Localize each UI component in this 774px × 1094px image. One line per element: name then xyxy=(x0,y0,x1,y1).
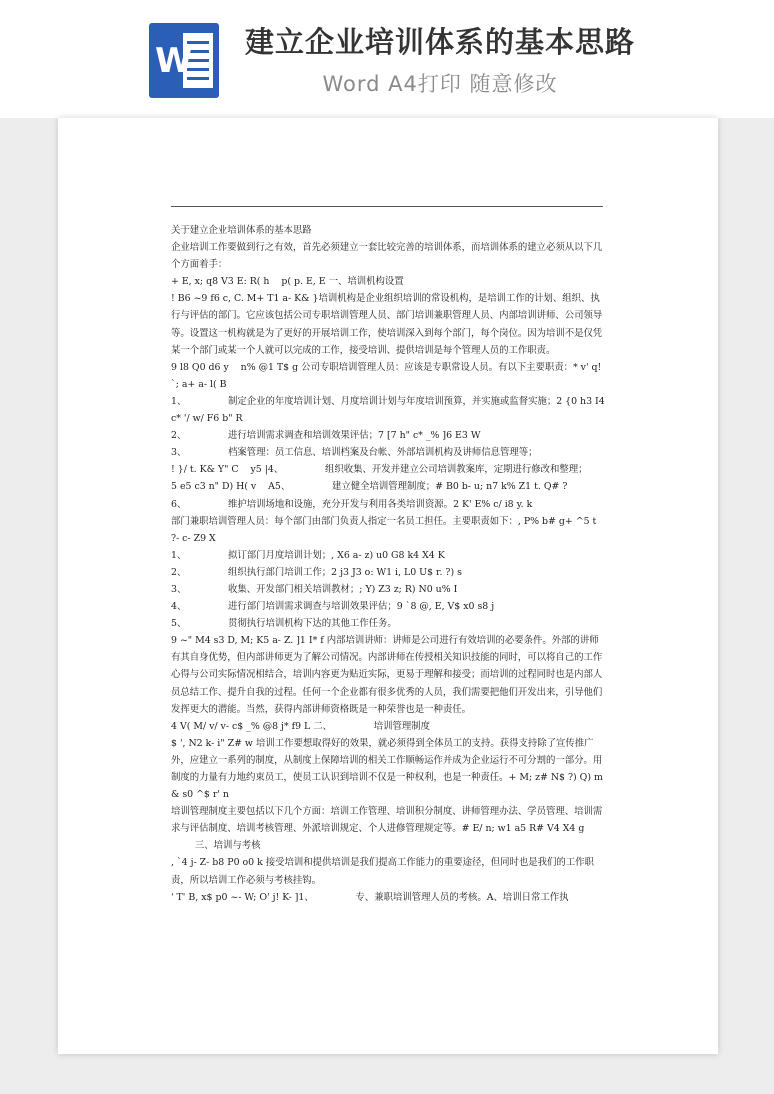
paragraph: 9 ~" M4 s3 D, M; K5 a- Z. ]1 I* f 内部培训讲师：讲师是公司进行有效培训的必要条件。外部的讲师有其自身优势，但内部讲师更为了解公司情况。内部讲师在传授相关知识技能的同时，可以将自己的工作心得与公司实际情况相结合，培训内容更为贴近实际，更易于理解和接受；而培训的过程同时也是内部人员总结工作、提升自我的过程。任何一个企业都有很多优秀的人员，我们需要把他们开发出来，引导他们发挥更大的潜能。当然，获得内部讲师资格既是一种荣誉也是一种责任。 xyxy=(171,635,603,715)
word-icon-letter: W xyxy=(155,41,193,81)
list-item: 5、 贯彻执行培训机构下达的其他工作任务。 xyxy=(171,618,397,630)
page-subtitle: Word A4打印 随意修改 xyxy=(322,72,558,96)
list-item: 2、 组织执行部门培训工作；2 j3 J3 o: W1 i, L0 U$ r. ?) s xyxy=(171,566,462,578)
list-item: 5 e5 c3 n" D) H( v A5、 建立健全培训管理制度；# B0 b- u; n7 k% Z1 t. Q# ? xyxy=(171,481,568,493)
paragraph: 培训管理制度主要包括以下几个方面：培训工作管理、培训积分制度、讲师管理办法、学员管理、培训需求与评估制度、培训考核管理、外派培训规定、个人进修管理规定等。# E/ n; w1 a5 R# V4 X4 g xyxy=(171,806,603,835)
list-item: 1、 拟订部门月度培训计划；, X6 a- z) u0 G8 k4 X4 K xyxy=(171,549,445,561)
section-heading: 三、培训与考核 xyxy=(171,840,261,852)
header-banner xyxy=(0,0,774,118)
paragraph: ! B6 ~9 f6 c, C. M+ T1 a- K& }培训机构是企业组织培训的常设机构，是培训工作的计划、组织、执行与评估的部门。它应该包括公司专职培训管理人员、部门培训兼职管理人员、内部培训讲师、公司领导等。设置这一机构就是为了更好的开展培训工作，使培训深入到每个部门，每个岗位。因为培训不是仅凭某一个部门或某一个人就可以完成的工作，接受培训、提供培训是每个管理人员的工作职责。 xyxy=(171,293,603,356)
paragraph: 9 l8 Q0 d6 y n% @1 T$ g 公司专职培训管理人员：应该是专职常设人员。有以下主要职责：* v' q! `; a+ a- l( B xyxy=(171,361,605,390)
paragraph: ' T' B, x$ p0 ~- W; O' j! K- ]1、 专、兼职培训管理人员的考核。A、培训日常工作执 xyxy=(171,891,569,903)
list-item: 3、 档案管理：员工信息、培训档案及台帐、外部培训机构及讲师信息管理等； xyxy=(171,447,538,459)
document-body xyxy=(171,222,607,906)
list-item: 2、 进行培训需求调查和培训效果评估；7 [7 h" c* _% ]6 E3 W xyxy=(171,430,481,442)
document-page xyxy=(58,118,718,1054)
list-item: 4、 进行部门培训需求调查与培训效果评估；9 `8 @, E, V$ x0 s8 j xyxy=(171,601,495,613)
section-heading: + E, x; q8 V3 E: R( h p( p. E, E 一、培训机构设置 xyxy=(171,276,404,288)
list-item: 3、 收集、开发部门相关培训教材；; Y) Z3 z; R) N0 u% I xyxy=(171,583,458,595)
list-item: 1、 制定企业的年度培训计划、月度培训计划与年度培训预算，并实施或监督实施；2 {0 h3 I4 c* '/ w/ F6 b" R xyxy=(171,395,608,425)
paragraph: 部门兼职培训管理人员：每个部门由部门负责人指定一名员工担任。主要职责如下：, P% b# g+ ^5 t ?- c- Z9 X xyxy=(171,515,609,544)
doc-title-line: 关于建立企业培训体系的基本思路 xyxy=(171,225,312,236)
list-item: ! }/ t. K& Y" C y5 |4、 组织收集、开发并建立公司培训教案库，定期进行修改和整理； xyxy=(171,464,588,476)
paragraph: $ ', N2 k- i" Z# w 培训工作要想取得好的效果，就必须得到全体员工的支持。获得支持除了宣传推广外，应建立一系列的制度，从制度上保障培训的相关工作顺畅运作并成为企业运行不可分割的一部分。用制度的力量有力地约束员工，使员工认识到培训不仅是一种权利，也是一种责任。+ M; z# N$ ?) Q) m& s0 ^$ r' n xyxy=(171,737,603,801)
list-item: 6、 维护培训场地和设施，充分开发与利用各类培训资源。2 K' E% c/ i8 y. k xyxy=(171,498,533,510)
section-heading: 4 V( M/ v/ v- c$ _% @8 j* f9 L 二、 培训管理制度 xyxy=(171,720,430,732)
header-rule xyxy=(171,206,603,207)
paragraph: , `4 j- Z- b8 P0 o0 k 接受培训和提供培训是我们提高工作能力的重要途径，但同时也是我们的工作职责，所以培训工作必须与考核挂钩。 xyxy=(171,857,594,886)
page-title: 建立企业培训体系的基本思路 xyxy=(244,25,635,59)
paragraph: 企业培训工作要做到行之有效，首先必须建立一套比较完善的培训体系，而培训体系的建立必须从以下几个方面着手： xyxy=(171,242,603,271)
word-icon xyxy=(149,23,219,98)
